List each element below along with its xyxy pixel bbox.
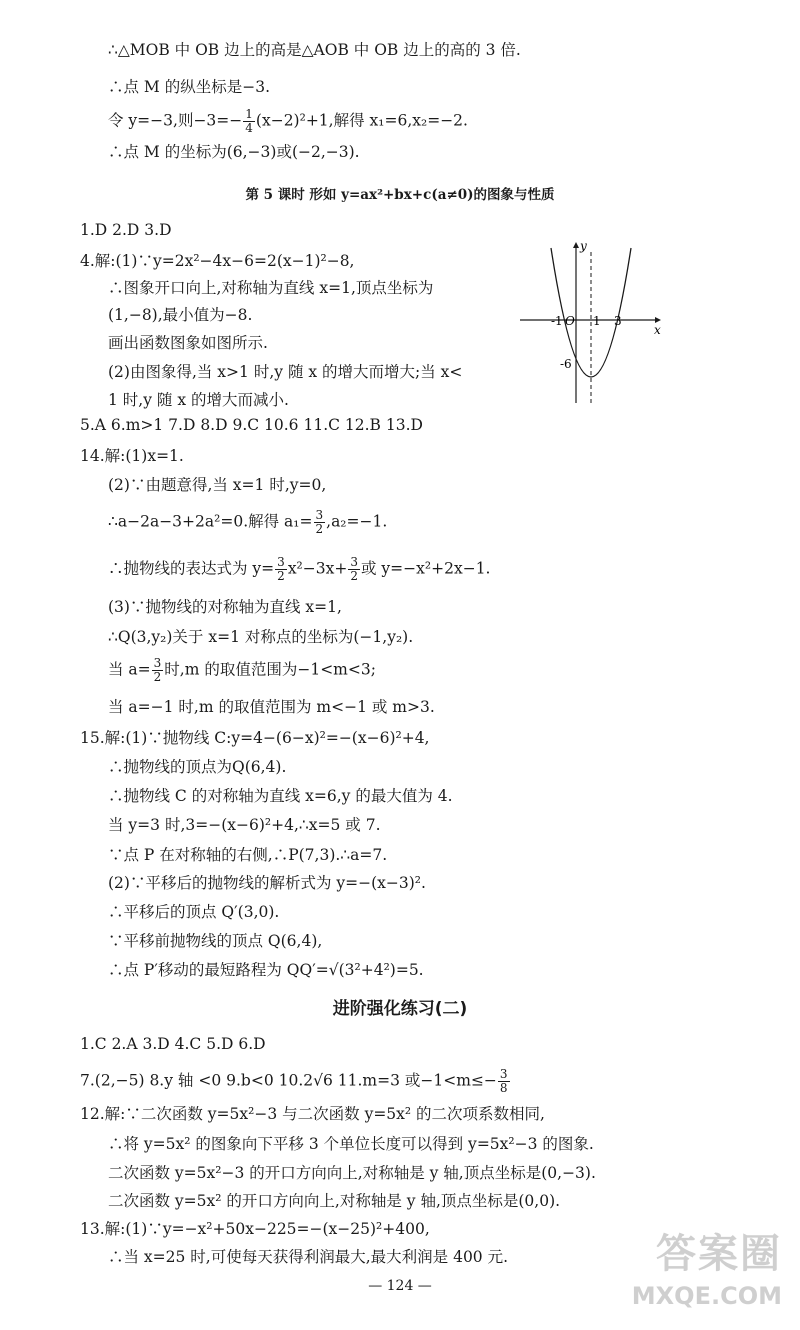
text-line: ∵平移前抛物线的顶点 Q(6,4), [108, 932, 323, 950]
text-segment: 当 a= [108, 660, 151, 679]
tick-label: 3 [614, 314, 622, 328]
text-line: ∴当 x=25 时,可使每天获得利润最大,最大利润是 400 元. [108, 1248, 509, 1266]
y-axis-label: y [580, 239, 587, 253]
text-line: ∴Q(3,y₂)关于 x=1 对称点的坐标为(−1,y₂). [108, 628, 414, 646]
watermark [610, 1220, 790, 1320]
text-line: ∴点 M 的坐标为(6,−3)或(−2,−3). [108, 143, 360, 161]
fraction: $\frac{3}{2}$ [350, 555, 358, 583]
text-line: 1.C 2.A 3.D 4.C 5.D 6.D [80, 1035, 266, 1053]
section-title: 第 5 课时 形如 y=ax²+bx+c(a≠0)的图象与性质 [245, 187, 555, 203]
text-line [108, 657, 376, 684]
fraction: $\frac{3}{2}$ [277, 555, 285, 583]
text-line: ∴点 M 的纵坐标是−3. [108, 78, 271, 96]
watermark-text: 答案圈 [656, 1231, 782, 1277]
text-line: 二次函数 y=5x²−3 的开口方向向上,对称轴是 y 轴,顶点坐标是(0,−3). [108, 1164, 596, 1182]
text-line [108, 556, 490, 583]
text-line: ∴图象开口向上,对称轴为直线 x=1,顶点坐标为 [108, 279, 434, 297]
page-number: — 124 — [368, 1278, 432, 1294]
text-segment: ∴抛物线的表达式为 y= [108, 559, 275, 578]
text-line: (2)∵由题意得,当 x=1 时,y=0, [108, 476, 327, 494]
text-segment: ,a₂=−1. [326, 512, 388, 531]
fraction: $\frac{3}{2}$ [153, 656, 162, 684]
text-line: 当 y=3 时,3=−(x−6)²+4,∴x=5 或 7. [108, 816, 381, 834]
text-segment: 7.(2,−5) 8.y 轴 <0 9.b<0 10.2√6 11.m=3 或−1<m≤− [80, 1071, 497, 1090]
text-line: 二次函数 y=5x² 的开口方向向上,对称轴是 y 轴,顶点坐标是(0,0). [108, 1192, 561, 1210]
text-line: 1 时,y 随 x 的增大而减小. [108, 391, 289, 409]
text-line: (1,−8),最小值为−8. [108, 306, 253, 324]
tick-label: -6 [560, 357, 572, 371]
text-segment: 时,m 的取值范围为−1<m<3; [164, 660, 376, 679]
text-line: 5.A 6.m>1 7.D 8.D 9.C 10.6 11.C 12.B 13.D [80, 416, 423, 434]
text-line: (2)∵平移后的抛物线的解析式为 y=−(x−3)². [108, 874, 426, 892]
text-line: 4.解:(1)∵y=2x²−4x−6=2(x−1)²−8, [80, 252, 355, 270]
text-line [108, 108, 468, 135]
text-line [80, 1068, 511, 1095]
parabola-graph [515, 238, 665, 408]
text-segment: x²−3x+ [287, 559, 348, 578]
text-segment: 或 y=−x²+2x−1. [361, 559, 491, 578]
text-line [108, 509, 387, 536]
text-line: 12.解:∵二次函数 y=5x²−3 与二次函数 y=5x² 的二次项系数相同, [80, 1105, 545, 1123]
tick-label: -1 [551, 314, 563, 328]
text-line: (2)由图象得,当 x>1 时,y 随 x 的增大而增大;当 x< [108, 363, 463, 381]
origin-label: O [565, 314, 575, 328]
text-line: 画出函数图象如图所示. [108, 334, 268, 352]
x-axis-label: x [654, 323, 661, 337]
text-line: ∴平移后的顶点 Q′(3,0). [108, 903, 280, 921]
text-line: 15.解:(1)∵抛物线 C:y=4−(6−x)²=−(x−6)²+4, [80, 729, 430, 747]
text-segment: 令 y=−3,则−3=− [108, 111, 243, 130]
fraction: $\frac{3}{8}$ [499, 1067, 508, 1095]
text-line: 14.解:(1)x=1. [80, 447, 184, 465]
text-line: ∴点 P′移动的最短路程为 QQ′=√(3²+4²)=5. [108, 961, 424, 979]
text-line: 13.解:(1)∵y=−x²+50x−225=−(x−25)²+400, [80, 1220, 430, 1238]
text-segment: ∴a−2a−3+2a²=0.解得 a₁= [108, 512, 313, 531]
text-line: ∵点 P 在对称轴的右侧,∴P(7,3).∴a=7. [108, 846, 388, 864]
text-line: ∴将 y=5x² 的图象向下平移 3 个单位长度可以得到 y=5x²−3 的图象. [108, 1135, 594, 1153]
text-line: (3)∵抛物线的对称轴为直线 x=1, [108, 598, 342, 616]
tick-label: 1 [593, 314, 601, 328]
text-segment: (x−2)²+1,解得 x₁=6,x₂=−2. [255, 111, 468, 130]
y-axis-arrow [573, 242, 579, 248]
text-line: 当 a=−1 时,m 的取值范围为 m<−1 或 m>3. [108, 698, 435, 716]
text-line: 1.D 2.D 3.D [80, 221, 172, 239]
text-line: ∴△MOB 中 OB 边上的高是△AOB 中 OB 边上的高的 3 倍. [108, 41, 521, 59]
text-line: ∴抛物线 C 的对称轴为直线 x=6,y 的最大值为 4. [108, 787, 453, 805]
text-line: ∴抛物线的顶点为Q(6,4). [108, 758, 287, 776]
fraction: $\frac{3}{2}$ [315, 508, 324, 536]
exercise-title: 进阶强化练习(二) [332, 999, 468, 1019]
watermark-url: MXQE.COM [631, 1282, 782, 1310]
fraction: $\frac{1}{4}$ [245, 107, 253, 135]
